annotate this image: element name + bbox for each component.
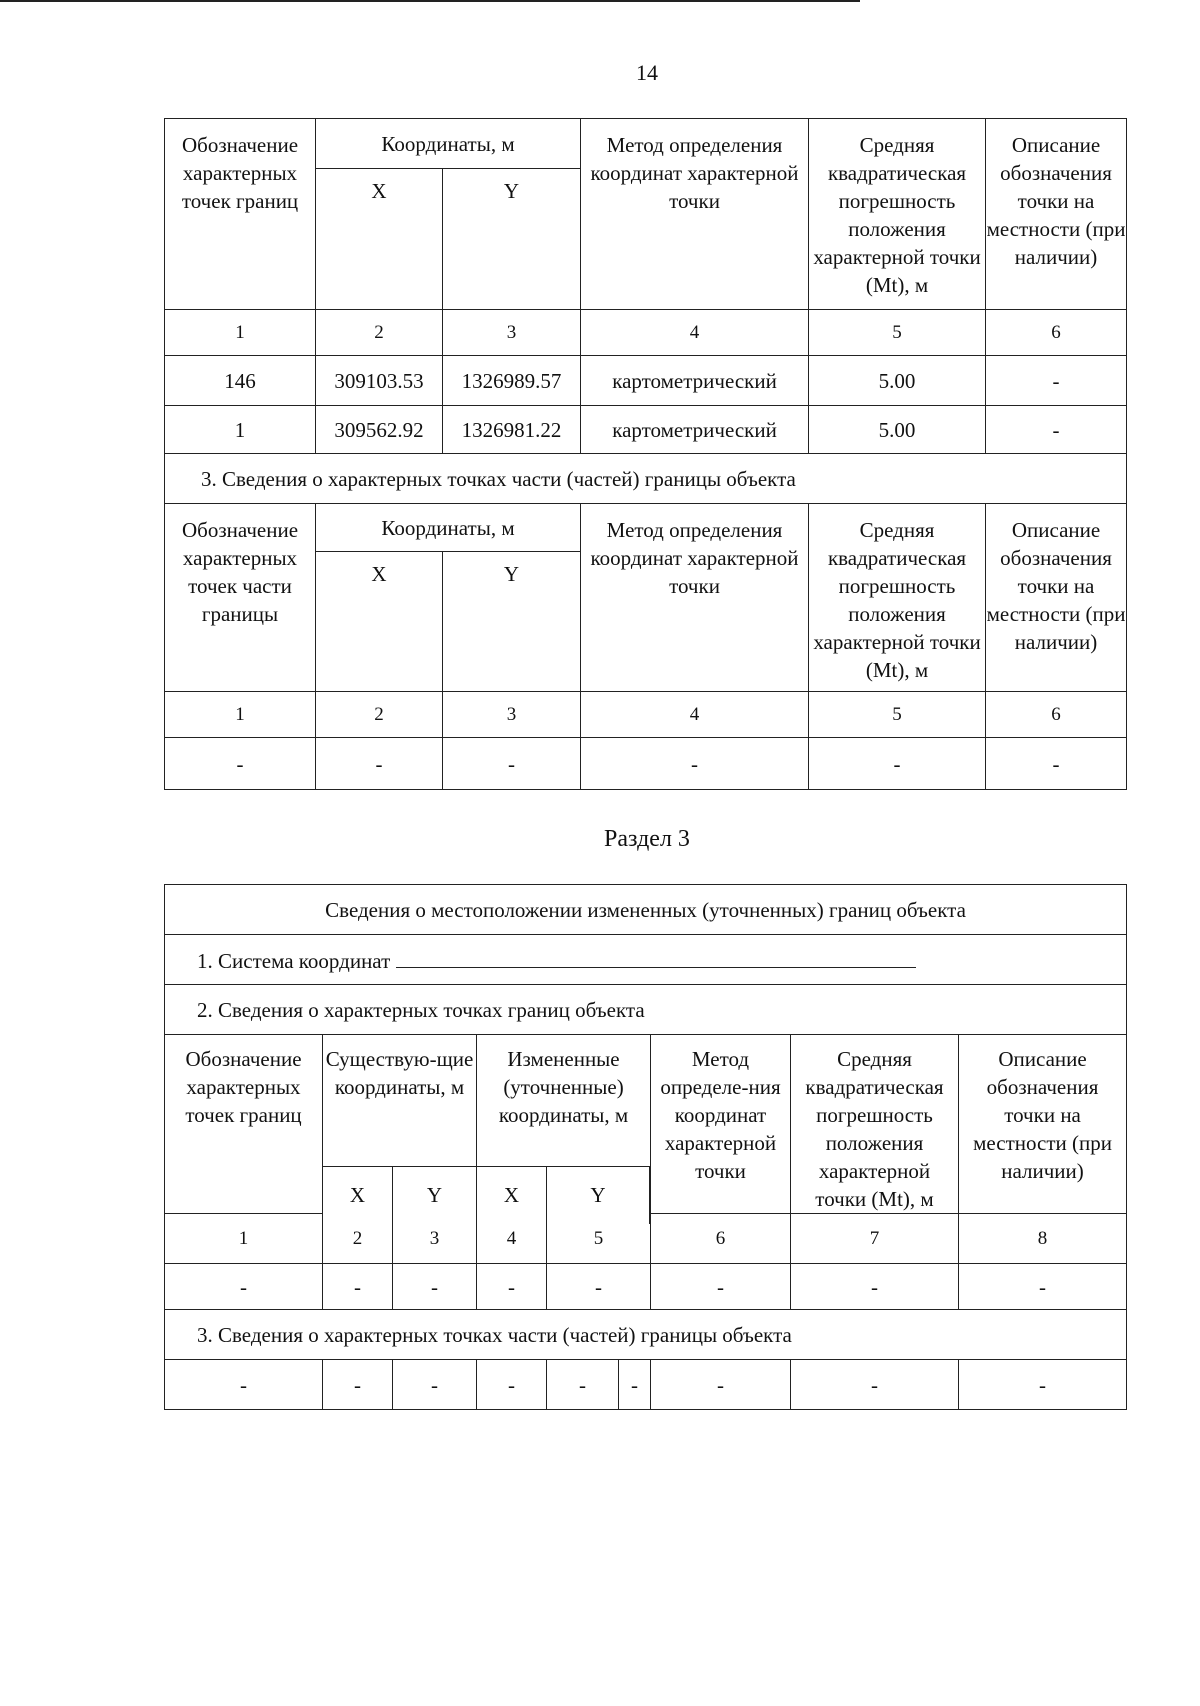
point-id: 146 [165,356,316,406]
coord-x: 309103.53 [316,356,443,406]
index-cell: 6 [651,1214,791,1264]
empty-cell: - [323,1360,393,1410]
empty-cell: - [393,1360,477,1410]
index-cell: 3 [443,310,581,356]
index-cell: 2 [323,1214,393,1264]
empty-cell: - [959,1360,1127,1410]
index-cell: 4 [581,310,809,356]
subsection-title: 3. Сведения о характерных точках части (частей) границы объекта [165,454,1127,504]
existing-y-header: Y [392,1166,477,1224]
method: картометрический [581,406,809,454]
empty-cell: - [651,1264,791,1310]
error: 5.00 [809,406,986,454]
coord-system-blank [396,945,916,968]
header-error: Средняя квадратическая погрешность положения характерной точки (Mt), м [791,1035,959,1214]
index-cell: 2 [316,310,443,356]
index-cell: 3 [443,692,581,738]
header-error: Средняя квадратическая погрешность положения характерной точки (Mt), м [809,504,986,692]
empty-cell: - [547,1264,651,1310]
coord-system-row [165,935,1127,985]
part-title: 3. Сведения о характерных точках части (частей) границы объекта [165,1310,1127,1360]
page-number: 14 [636,60,658,85]
header-y: Y [443,169,581,310]
index-cell: 3 [393,1214,477,1264]
index-cell: 8 [959,1214,1127,1264]
coord-system-label: 1. Система координат [197,948,391,973]
header-existing: Существую-щие координаты, м [323,1035,477,1214]
index-cell: 5 [809,310,986,356]
changed-boundaries-table [164,884,1127,1410]
empty-cell: - [443,738,581,790]
empty-cell: - [477,1360,547,1410]
coord-x: 309562.92 [316,406,443,454]
header-x: X [316,169,443,310]
points-title: 2. Сведения о характерных точках границ объекта [165,985,1127,1035]
empty-cell: - [959,1264,1127,1310]
index-cell: 1 [165,692,316,738]
empty-cell: - [986,738,1127,790]
header-description: Описание обозначения точки на местности (при наличии) [986,119,1127,310]
index-cell: 1 [165,1214,323,1264]
header-method: Метод определе-ния координат характерной точки [651,1035,791,1214]
empty-cell: - [581,738,809,790]
header-designation: Обозначение характерных точек границ [165,1035,323,1214]
empty-cell: - [791,1264,959,1310]
index-cell: 4 [477,1214,547,1264]
index-cell: 5 [809,692,986,738]
header-coordinates: Координаты, м [316,119,581,169]
table-row [165,356,1127,406]
description: - [986,356,1127,406]
method: картометрический [581,356,809,406]
empty-cell: - [619,1360,651,1410]
header-y: Y [443,552,581,692]
empty-cell: - [477,1264,547,1310]
header-changed: Измененные (уточненные) координаты, м [477,1035,651,1214]
table-row [165,1360,1127,1410]
changed-y-header: Y [546,1166,650,1224]
header-method: Метод определения координат характерной точки [581,504,809,692]
table-title: Сведения о местоположении измененных (уточненных) границ объекта [165,885,1127,935]
empty-cell: - [547,1360,619,1410]
section-title: Раздел 3 [604,826,690,852]
header-coordinates: Координаты, м [316,504,581,552]
boundary-points-table [164,118,1127,790]
empty-cell: - [165,738,316,790]
table-row [165,406,1127,454]
header-description: Описание обозначения точки на местности (при наличии) [986,504,1127,692]
point-id: 1 [165,406,316,454]
index-cell: 2 [316,692,443,738]
existing-x-header: X [322,1166,393,1224]
changed-x-header: X [476,1166,547,1224]
index-cell: 7 [791,1214,959,1264]
empty-cell: - [791,1360,959,1410]
header-designation: Обозначение характерных точек границ [165,119,316,310]
table-row [165,1264,1127,1310]
header-method: Метод определения координат характерной точки [581,119,809,310]
empty-cell: - [165,1360,323,1410]
top-border-rule [0,0,860,2]
header-description: Описание обозначения точки на местности (при наличии) [959,1035,1127,1214]
index-cell: 6 [986,310,1127,356]
header-x: X [316,552,443,692]
description: - [986,406,1127,454]
empty-cell: - [165,1264,323,1310]
empty-cell: - [809,738,986,790]
error: 5.00 [809,356,986,406]
empty-cell: - [651,1360,791,1410]
header-error: Средняя квадратическая погрешность положения характерной точки (Mt), м [809,119,986,310]
coord-y: 1326989.57 [443,356,581,406]
index-cell: 4 [581,692,809,738]
index-cell: 6 [986,692,1127,738]
empty-cell: - [316,738,443,790]
header-designation-part: Обозначение характерных точек части границы [165,504,316,692]
table-row [165,738,1127,790]
coord-y: 1326981.22 [443,406,581,454]
empty-cell: - [323,1264,393,1310]
index-cell: 5 [547,1214,651,1264]
index-cell: 1 [165,310,316,356]
empty-cell: - [393,1264,477,1310]
